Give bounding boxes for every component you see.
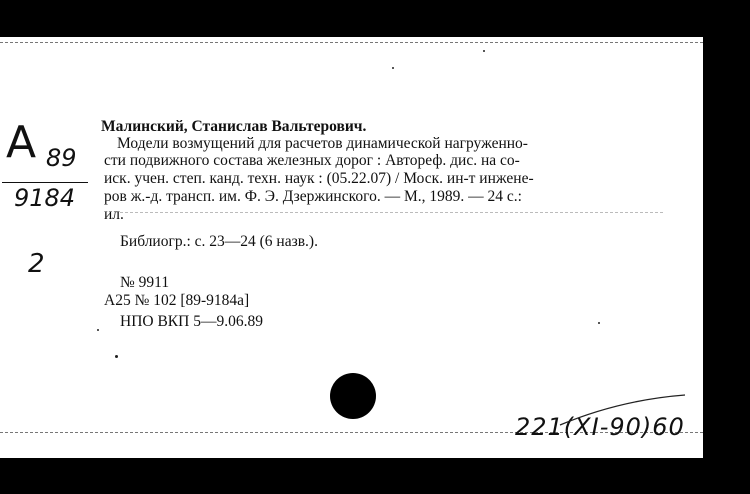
- accession-number: № 9911: [120, 274, 170, 291]
- faint-rule: [120, 212, 663, 213]
- catalog-card: [0, 37, 703, 458]
- bibliography-note: Библиогр.: с. 23—24 (6 назв.).: [120, 233, 318, 250]
- speck: [483, 50, 485, 52]
- shelfmark-code: 9184: [14, 184, 76, 212]
- copy-number: 2: [28, 249, 45, 279]
- title-line-5: ил.: [104, 206, 124, 223]
- top-rule: [0, 42, 703, 43]
- npo-line: НПО ВКП 5—9.06.89: [120, 313, 263, 330]
- title-line-2: сти подвижного состава железных дорог : Автореф. дис. на со-: [104, 152, 520, 169]
- handwritten-note: 221(XI-90)60: [515, 413, 685, 441]
- speck: [392, 67, 394, 69]
- title-line-4: ров ж.-д. трансп. им. Ф. Э. Дзержинского. — М., 1989. — 24 с.:: [104, 188, 522, 205]
- speck: [97, 329, 99, 331]
- shelfmark-number: 89: [46, 144, 77, 172]
- shelfmark-divider: [2, 182, 88, 183]
- speck: [115, 355, 118, 358]
- speck: [598, 322, 600, 324]
- shelfmark-letter: A: [6, 117, 37, 168]
- handwritten-flourish: [560, 395, 690, 425]
- punch-hole: [330, 373, 376, 419]
- flourish-stroke: [560, 395, 685, 425]
- author-heading: Малинский, Станислав Вальтерович.: [101, 118, 367, 135]
- title-line-1: Модели возмущений для расчетов динамической нагруженно-: [117, 135, 528, 152]
- title-line-3: иск. учен. степ. канд. техн. наук : (05.22.07) / Моск. ин-т инжене-: [104, 170, 534, 187]
- a-number-line: A25 № 102 [89-9184a]: [104, 292, 250, 309]
